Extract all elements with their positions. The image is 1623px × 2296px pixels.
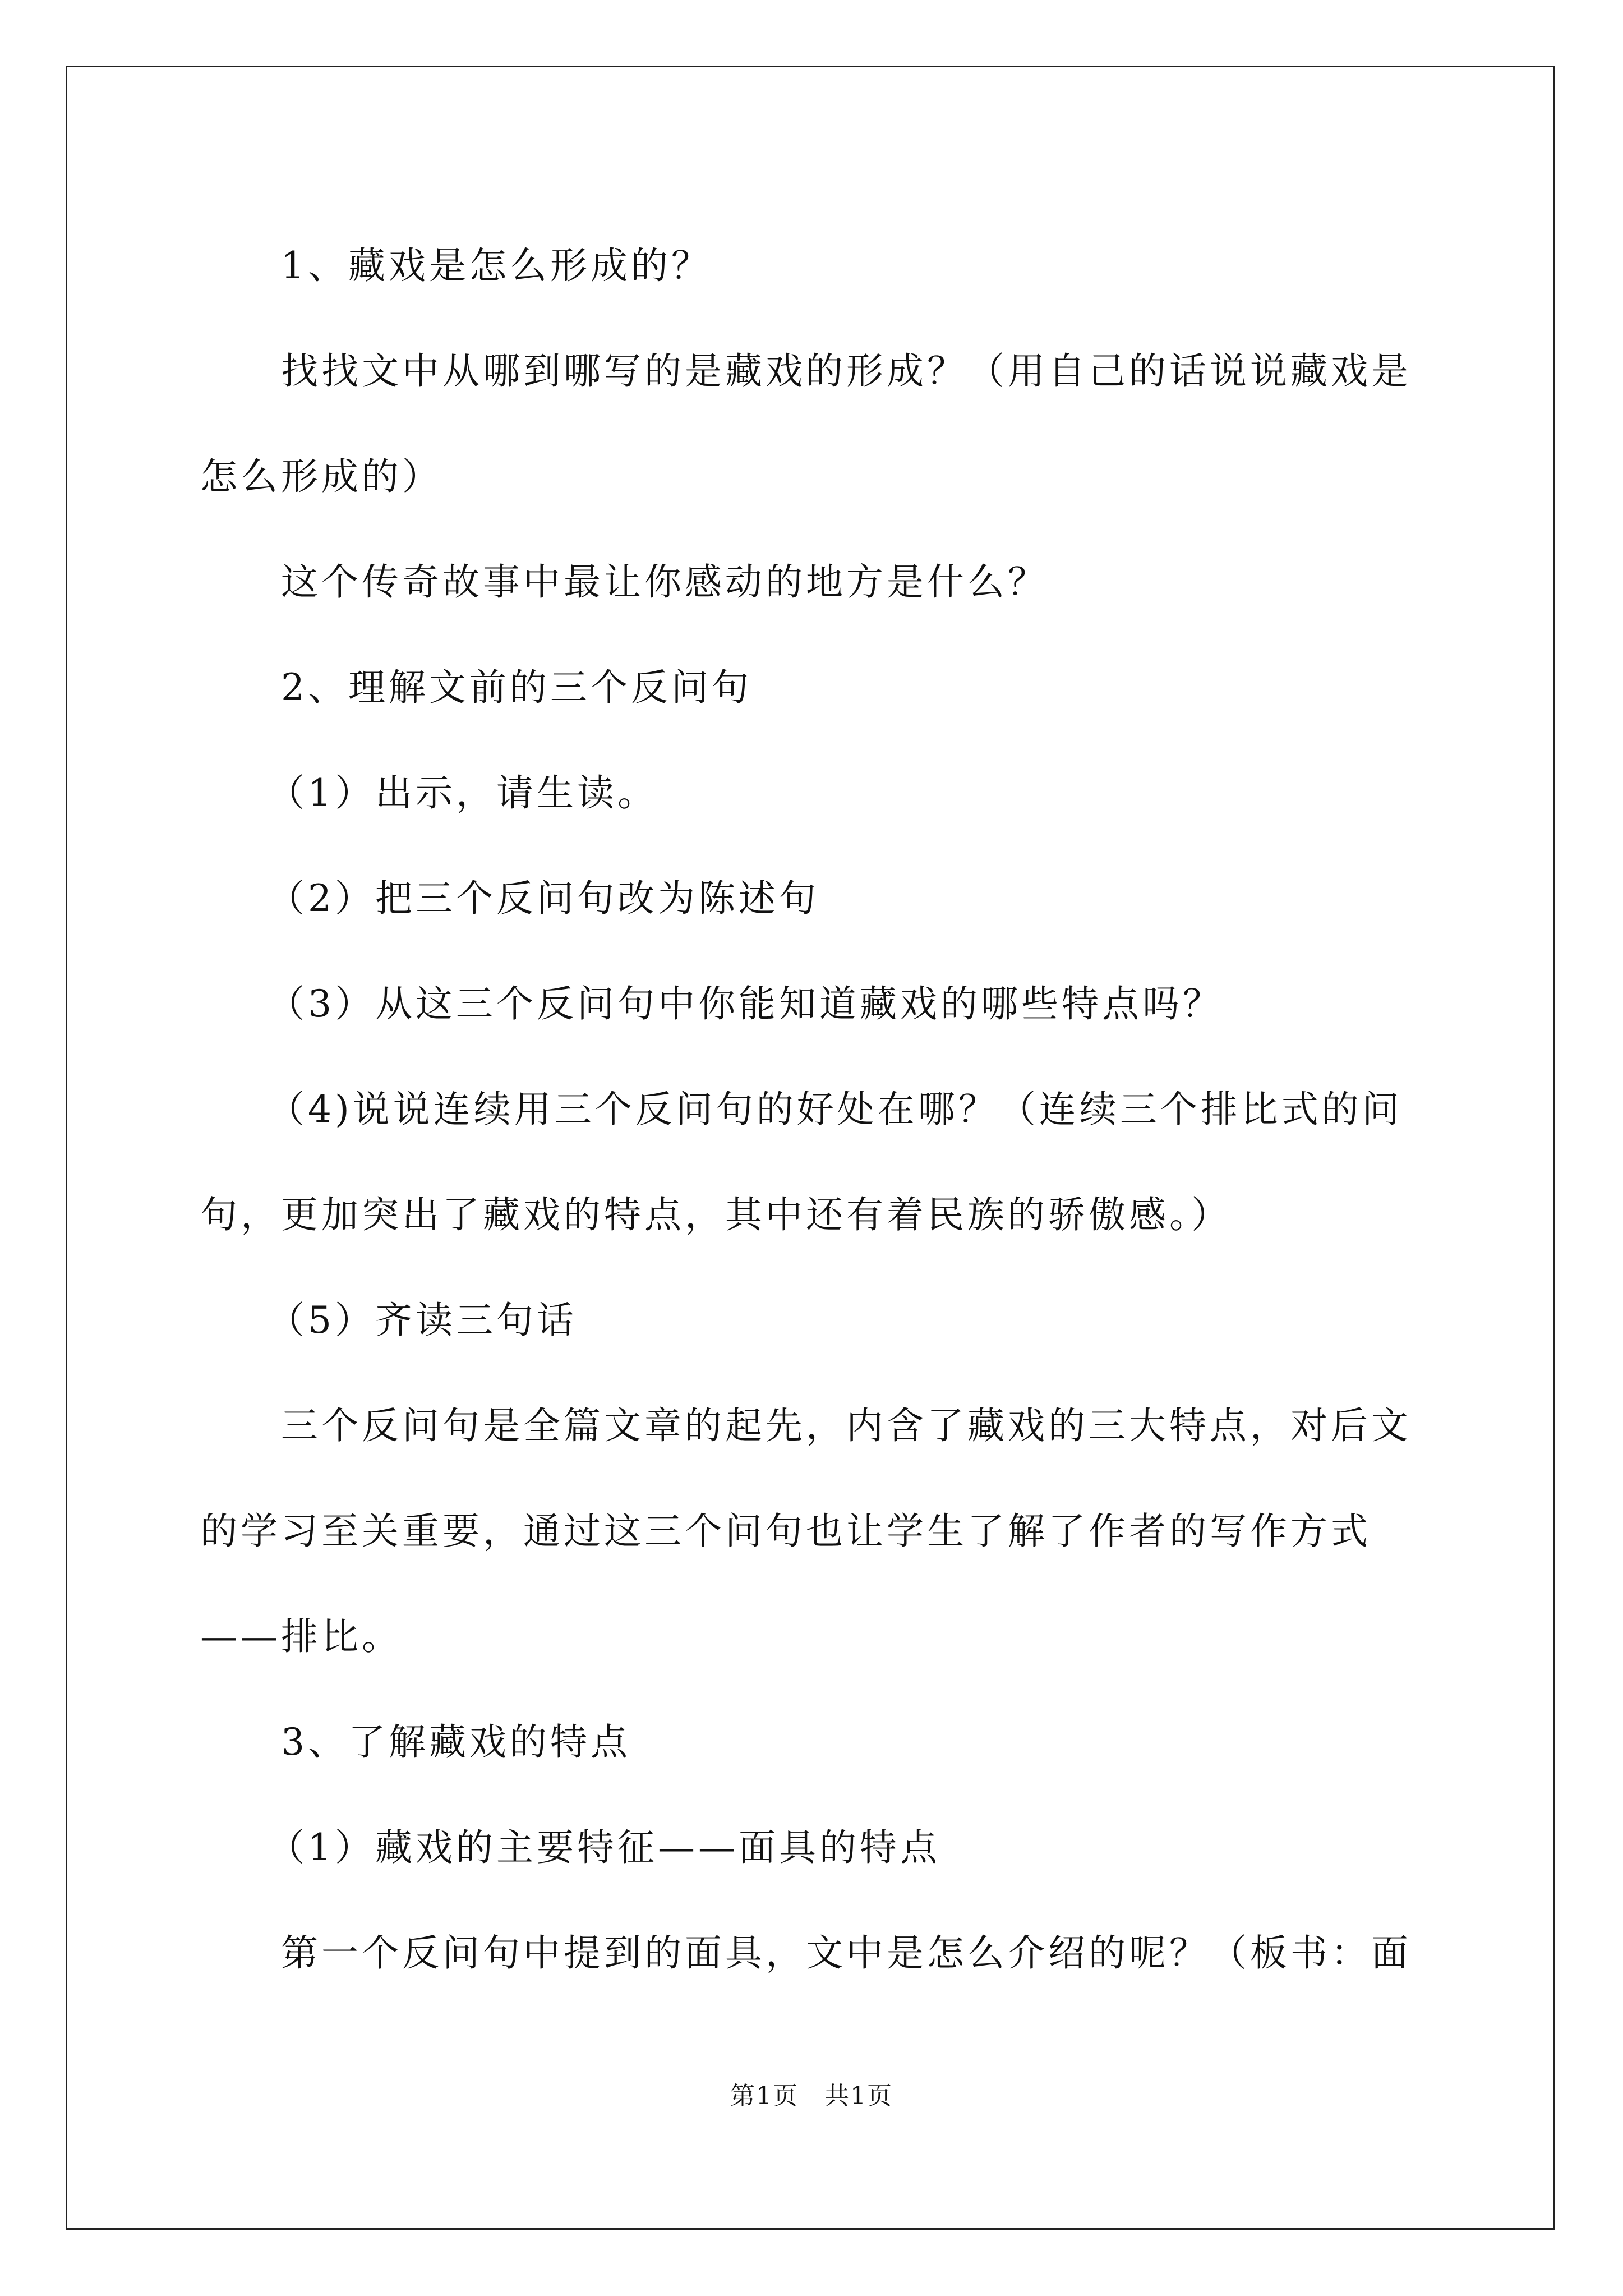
paragraph: （3）从这三个反问句中你能知道藏戏的哪些特点吗？ <box>268 982 1223 1025</box>
document-body <box>200 213 1430 2006</box>
paragraph: 这个传奇故事中最让你感动的地方是什么？ <box>281 560 1048 604</box>
paragraph: 1、藏戏是怎么形成的？ <box>281 244 712 287</box>
paragraph: 第一个反问句中提到的面具，文中是怎么介绍的呢？（板书：面 <box>281 1931 1412 1975</box>
paragraph: （1）藏戏的主要特征——面具的特点 <box>268 1826 940 1869</box>
paragraph: 2、理解文前的三个反问句 <box>281 666 752 709</box>
paragraph: （4)说说连续用三个反问句的好处在哪？（连续三个排比式的问句，更加突出了藏戏的特点，其中还有着民族的骄傲感。） <box>200 1088 1403 1236</box>
paragraph: 3、了解藏戏的特点 <box>281 1720 631 1764</box>
paragraph: （5）齐读三句话 <box>268 1299 577 1342</box>
page-footer: 第1页 共1页 <box>730 2082 893 2110</box>
paragraph: （1）出示，请生读。 <box>268 771 658 815</box>
paragraph: （2）把三个反问句改为陈述句 <box>268 877 819 920</box>
paragraph: 找找文中从哪到哪写的是藏戏的形成？（用自己的话说说藏戏是怎么形成的） <box>200 349 1412 498</box>
paragraph: 三个反问句是全篇文章的起先，内含了藏戏的三大特点，对后文的学习至关重要，通过这三个问句也让学生了解了作者的写作方式——排比。 <box>200 1404 1412 1658</box>
